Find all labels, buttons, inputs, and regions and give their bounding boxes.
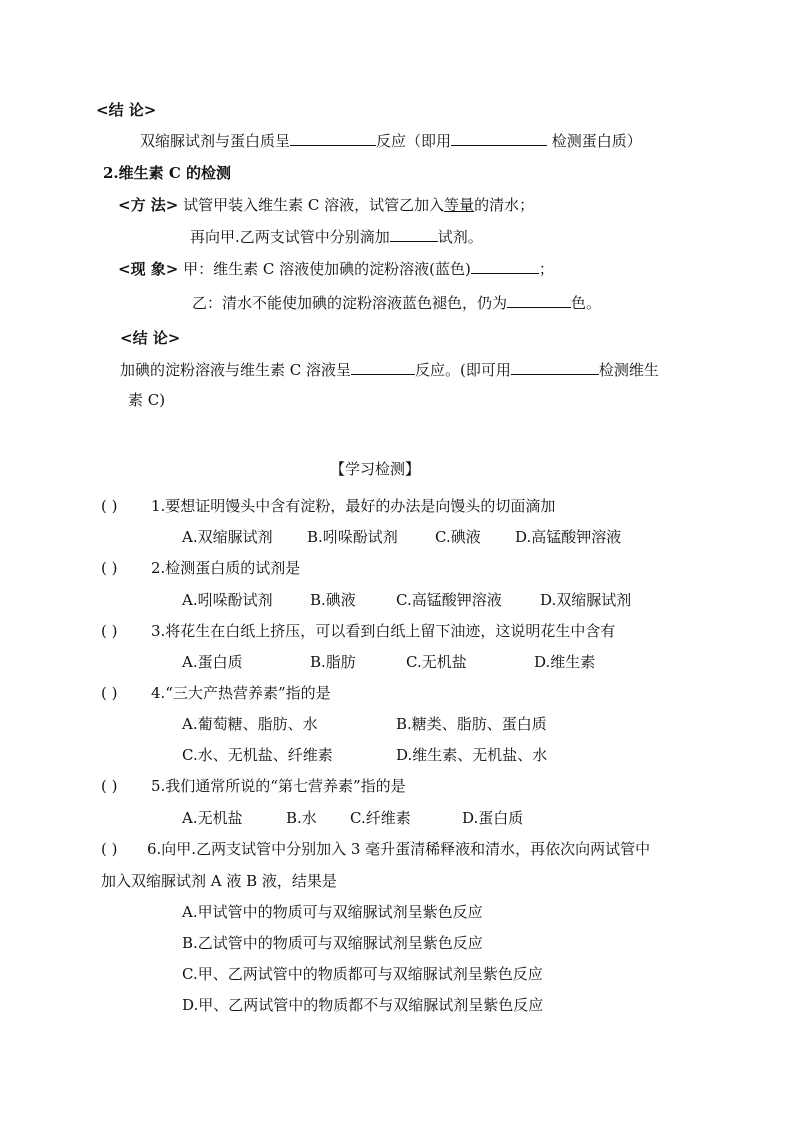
option-b[interactable]: B.脂肪 <box>310 653 356 671</box>
answer-blank[interactable] <box>351 360 415 375</box>
phenomenon-b-end: 色。 <box>571 294 602 312</box>
phenomenon-line-1 <box>118 259 554 279</box>
question-5 <box>101 776 406 796</box>
conclusion-header: <结 论> <box>96 101 157 119</box>
answer-paren[interactable]: ( ) <box>101 777 118 795</box>
conclusion2-header: <结 论> <box>120 329 181 347</box>
method-label: <方 法> <box>118 196 179 214</box>
question-6-option-d[interactable]: D.甲、乙两试管中的物质都不与双缩脲试剂呈紫色反应 <box>182 996 544 1014</box>
method-line2-a: 再向甲.乙两支试管中分别滴加 <box>190 228 390 246</box>
quiz-title: 【学习检测】 <box>330 460 421 478</box>
question-6-continued: 加入双缩脲试剂 A 液 B 液，结果是 <box>101 872 337 890</box>
conclusion-text <box>140 131 642 151</box>
answer-paren[interactable]: ( ) <box>101 497 118 515</box>
option-a[interactable]: A.无机盐 <box>182 809 243 827</box>
conclusion2-b: 反应。(即可用 <box>415 361 511 379</box>
answer-blank[interactable] <box>511 360 599 375</box>
option-b[interactable]: B.碘液 <box>310 591 356 609</box>
phenomenon-a-end: ； <box>538 260 554 278</box>
answer-paren[interactable]: ( ) <box>101 684 118 702</box>
option-d[interactable]: D.维生素、无机盐、水 <box>396 746 548 764</box>
question-text: 1.要想证明馒头中含有淀粉，最好的办法是向馒头的切面滴加 <box>151 497 556 515</box>
question-3-options <box>182 652 595 672</box>
conclusion2-line-1 <box>120 360 659 380</box>
option-b[interactable]: B.水 <box>286 809 317 827</box>
conclusion-text-a: 双缩脲试剂与蛋白质呈 <box>140 132 291 150</box>
question-text: 4.“三大产热营养素”指的是 <box>151 684 331 702</box>
option-c[interactable]: C.高锰酸钾溶液 <box>396 591 502 609</box>
answer-paren[interactable]: ( ) <box>101 840 118 858</box>
option-c[interactable]: C.纤维素 <box>350 809 411 827</box>
option-b[interactable]: B.糖类、脂肪、蛋白质 <box>396 715 547 733</box>
question-6-option-b[interactable]: B.乙试管中的物质可与双缩脲试剂呈紫色反应 <box>182 934 483 952</box>
question-text: 6.向甲.乙两支试管中分别加入 3 毫升蛋清稀释液和清水，再依次向两试管中 <box>147 840 651 858</box>
question-1 <box>101 496 555 516</box>
question-4-options-row1 <box>182 714 547 734</box>
method-text-end: 的清水； <box>474 196 535 214</box>
conclusion2-line-2: 素 C) <box>128 391 166 409</box>
option-d[interactable]: D.双缩脲试剂 <box>540 591 632 609</box>
method-line-2 <box>190 227 483 247</box>
section-title: 2.维生素 C 的检测 <box>103 164 232 182</box>
phenomenon-label: <现 象> <box>118 260 179 278</box>
question-3 <box>101 621 615 641</box>
question-6-option-c[interactable]: C.甲、乙两试管中的物质都可与双缩脲试剂呈紫色反应 <box>182 965 543 983</box>
option-c[interactable]: C.无机盐 <box>406 653 467 671</box>
question-4 <box>101 683 331 703</box>
conclusion2-c: 检测维生 <box>598 361 659 379</box>
question-2 <box>101 558 300 578</box>
option-a[interactable]: A.双缩脲试剂 <box>182 528 273 546</box>
answer-paren[interactable]: ( ) <box>101 622 118 640</box>
option-a[interactable]: A.蛋白质 <box>182 653 243 671</box>
answer-blank[interactable] <box>451 131 547 146</box>
method-line2-b: 试剂。 <box>437 228 483 246</box>
phenomenon-line-2 <box>192 293 601 313</box>
option-d[interactable]: D.高锰酸钾溶液 <box>515 528 622 546</box>
conclusion-text-b: 反应（即用 <box>376 132 452 150</box>
question-text: 3.将花生在白纸上挤压，可以看到白纸上留下油迹，这说明花生中含有 <box>151 622 616 640</box>
option-c[interactable]: C.水、无机盐、纤维素 <box>182 746 333 764</box>
question-text: 5.我们通常所说的“第七营养素”指的是 <box>151 777 406 795</box>
conclusion-text-c: 检测蛋白质） <box>547 132 642 150</box>
question-6-option-a[interactable]: A.甲试管中的物质可与双缩脲试剂呈紫色反应 <box>182 903 483 921</box>
question-5-options <box>182 808 523 828</box>
option-b[interactable]: B.吲哚酚试剂 <box>307 528 398 546</box>
method-text: 试管甲装入维生素 C 溶液，试管乙加入 <box>178 196 445 214</box>
option-a[interactable]: A.葡萄糖、脂肪、水 <box>182 715 318 733</box>
option-c[interactable]: C.碘液 <box>435 528 481 546</box>
conclusion2-a: 加碘的淀粉溶液与维生素 C 溶液呈 <box>120 361 352 379</box>
answer-blank[interactable] <box>471 259 539 274</box>
option-d[interactable]: D.维生素 <box>534 653 596 671</box>
answer-blank[interactable] <box>507 293 571 308</box>
answer-paren[interactable]: ( ) <box>101 559 118 577</box>
answer-blank[interactable] <box>390 227 438 242</box>
option-a[interactable]: A.吲哚酚试剂 <box>182 591 273 609</box>
method-line-1 <box>118 195 534 215</box>
question-6 <box>101 839 650 859</box>
phenomenon-b: 乙：清水不能使加碘的淀粉溶液蓝色褪色，仍为 <box>192 294 508 312</box>
method-equal: 等量 <box>444 196 475 214</box>
option-d[interactable]: D.蛋白质 <box>462 809 524 827</box>
question-1-options <box>182 527 621 547</box>
question-text: 2.检测蛋白质的试剂是 <box>151 559 301 577</box>
phenomenon-a: 甲：维生素 C 溶液使加碘的淀粉溶液(蓝色) <box>178 260 471 278</box>
question-4-options-row2 <box>182 745 547 765</box>
answer-blank[interactable] <box>290 131 376 146</box>
question-2-options <box>182 590 631 610</box>
